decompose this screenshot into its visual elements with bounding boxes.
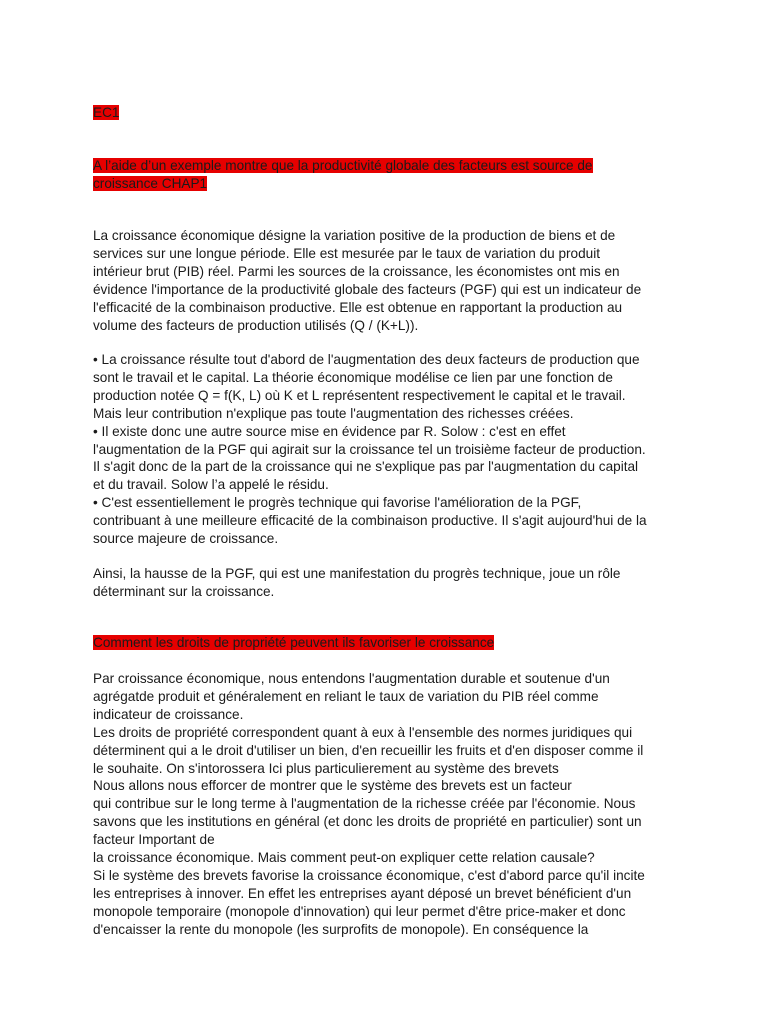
text-line: production notée Q = f(K, L) où K et L représentent respectivement le capital et le travail. [93, 387, 626, 403]
text-line: le souhaite. On s'intorossera Ici plus particulierement au système des brevets [93, 760, 559, 776]
text-line: qui contribue sur le long terme à l'augmentation de la richesse créée par l'économie. Nous [93, 796, 636, 812]
section1-paragraph-3 [93, 565, 683, 601]
text-line: Mais leur contribution n'explique pas toute l'augmentation des richesses créées. [93, 405, 574, 421]
text-line: déterminant sur la croissance. [93, 583, 275, 599]
text-line: • Il existe donc une autre source mise en évidence par R. Solow : c'est en effet [93, 423, 566, 439]
text-line: et du travail. Solow l’a appelé le résidu. [93, 477, 329, 493]
section1-paragraph-2 [93, 351, 683, 548]
text-line: évidence l'importance de la productivité globale des facteurs (PGF) qui est un indicateur de [93, 281, 642, 297]
text-line: Nous allons nous efforcer de montrer que le système des brevets est un facteur [93, 778, 572, 794]
text-line: • C'est essentiellement le progrès technique qui favorise l'amélioration de la PGF, [93, 495, 582, 511]
text-line: sont le travail et le capital. La théorie économique modélise ce lien par une fonction de [93, 369, 613, 385]
section2-paragraph-1 [93, 670, 683, 939]
text-line: d'encaisser la rente du monopole (les surprofits de monopole). En conséquence la [93, 921, 589, 937]
text-line: monopole temporaire (monopole d'innovation) qui leur permet d'être price-maker et donc [93, 903, 626, 919]
text-line: les entreprises à innover. En effet les entreprises ayant déposé un brevet bénéficient d'un [93, 885, 632, 901]
section1-heading-line: croissance CHAP1 [93, 175, 208, 191]
section1-heading-line: A l’aide d’un exemple montre que la productivité globale des facteurs est source de [93, 158, 593, 173]
text-line: contribuant à une meilleure efficacité de la combinaison productive. Il s'agit aujourd'hui de la [93, 513, 647, 529]
section2-heading [93, 634, 683, 652]
text-line: La croissance économique désigne la variation positive de la production de biens et de [93, 228, 616, 243]
text-line: savons que les institutions en général (et donc les droits de propriété en particulier) sont un [93, 814, 642, 830]
text-line: l'augmentation de la PGF qui agirait sur la croissance tel un troisième facteur de production. [93, 441, 646, 457]
text-line: la croissance économique. Mais comment peut-on expliquer cette relation causale? [93, 850, 595, 866]
section1-heading [93, 157, 683, 193]
text-line: déterminent qui a le droit d'utiliser un bien, d'en recueillir les fruits et d'en disposer comme il [93, 742, 644, 758]
section2-heading-text: Comment les droits de propriété peuvent ils favoriser le croissance [93, 635, 495, 650]
text-line: services sur une longue période. Elle est mesurée par le taux de variation du produit [93, 245, 601, 261]
text-line: Si le système des brevets favorise la croissance économique, c'est d'abord parce qu'il incite [93, 867, 645, 883]
text-line: source majeure de croissance. [93, 531, 279, 547]
text-line: l'efficacité de la combinaison productive. Elle est obtenue en rapportant la production au [93, 299, 623, 315]
text-line: agrégatde produit et généralement en reliant le taux de variation du PIB réel comme [93, 688, 599, 704]
text-line: facteur Important de [93, 832, 215, 848]
doc-label [93, 104, 683, 122]
text-line: intérieur brut (PIB) réel. Parmi les sources de la croissance, les économistes ont mis en [93, 263, 620, 279]
text-line: • La croissance résulte tout d'abord de l'augmentation des deux facteurs de production que [93, 352, 640, 367]
section1-paragraph-1 [93, 227, 683, 334]
text-line: Les droits de propriété correspondent quant à eux à l'ensemble des normes juridiques qui [93, 724, 633, 740]
text-line: Par croissance économique, nous entendons l'augmentation durable et soutenue d'un [93, 671, 610, 686]
text-line: Ainsi, la hausse de la PGF, qui est une manifestation du progrès technique, joue un rôle [93, 566, 621, 581]
text-line: Il s'agit donc de la part de la croissance qui ne s'explique pas par l'augmentation du capital [93, 459, 639, 475]
text-line: volume des facteurs de production utilisés (Q / (K+L)). [93, 317, 419, 333]
doc-label-text: EC1 [93, 105, 120, 120]
text-line: indicateur de croissance. [93, 706, 244, 722]
